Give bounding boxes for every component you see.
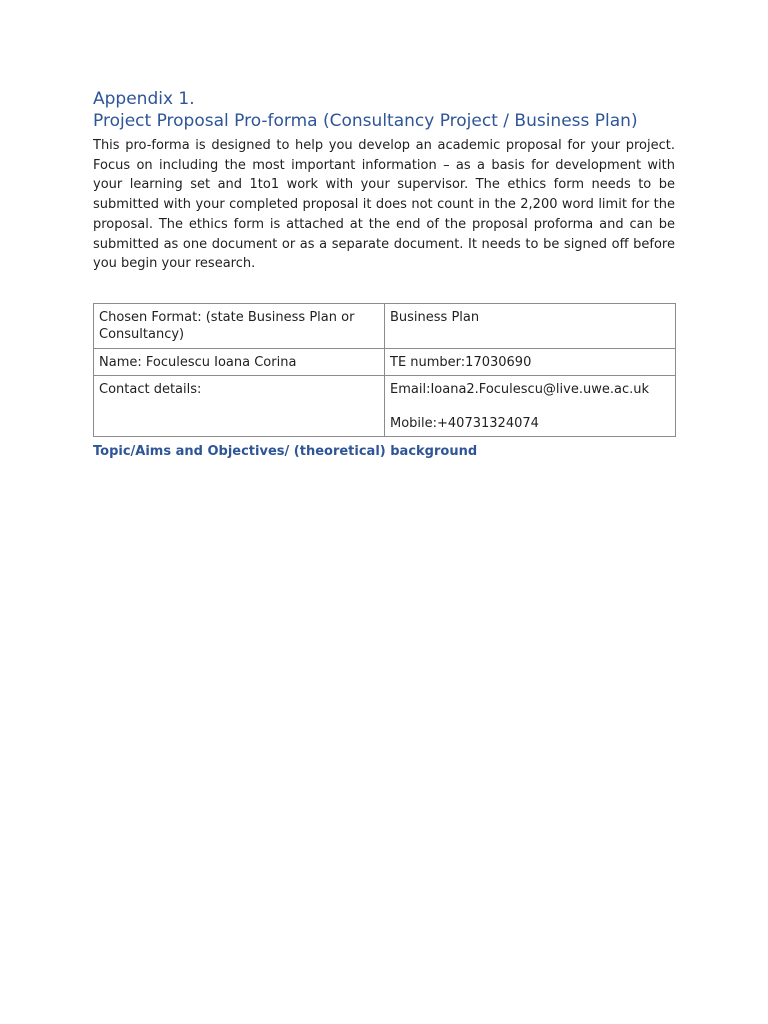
email-text: Email:Ioana2.Foculescu@live.uwe.ac.uk — [390, 381, 649, 397]
table-cell-value: Business Plan — [385, 303, 676, 348]
page-title: Project Proposal Pro-forma (Consultancy Project / Business Plan) — [93, 111, 638, 131]
document-page — [93, 88, 675, 461]
table-row — [94, 303, 676, 348]
table-cell-label: Contact details: — [94, 375, 385, 436]
intro-paragraph: This pro-forma is designed to help you develop an academic proposal for your project. Focus on including the most important information – as a basis for development with your learning set and 1to1 work with your supervisor. The ethics form needs to be submitted with your completed proposal it does not count in the 2,200 word limit for the proposal. The ethics form is attached at the end of the proposal proforma and can be submitted as one document or as a separate document. It needs to be signed off before you begin your research. — [93, 138, 675, 272]
table-row — [94, 348, 676, 375]
table-cell-label: Chosen Format: (state Business Plan or Consultancy) — [94, 303, 385, 348]
proposal-info-table — [93, 303, 676, 437]
section-heading: Topic/Aims and Objectives/ (theoretical) background — [93, 443, 478, 459]
appendix-label: Appendix 1. — [93, 89, 195, 109]
table-cell-value — [385, 375, 676, 436]
table-cell-value: TE number:17030690 — [385, 348, 676, 375]
table-cell-label: Name: Foculescu Ioana Corina — [94, 348, 385, 375]
mobile-text: Mobile:+40731324074 — [390, 415, 539, 431]
table-row — [94, 375, 676, 436]
